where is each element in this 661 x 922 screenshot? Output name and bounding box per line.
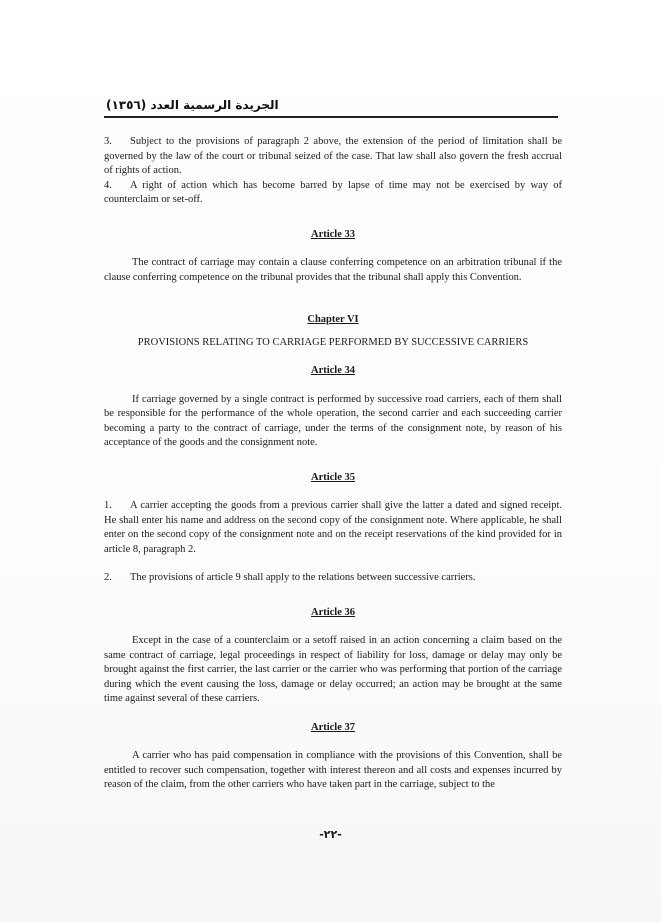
paragraph-text: A carrier accepting the goods from a previous carrier shall give the latter a dated and signed receipt. He shall enter his name and address on the second copy of the consignment note. Where applicable, he shall enter on the second copy of the consignment note and on the receipt reservations of the kind provided for in article 8, paragraph 2. xyxy=(104,500,562,555)
gazette-title: الجريدة الرسمية العدد (١٣٥٦) xyxy=(106,98,279,112)
paragraph-text: Subject to the provisions of paragraph 2 above, the extension of the period of limitation shall be governed by the law of the court or tribunal seized of the case. That law shall also govern the fresh accrual of rights of action. xyxy=(104,136,562,176)
paragraph-text: A right of action which has become barred by lapse of time may not be exercised by way of counterclaim or set-off. xyxy=(104,179,562,205)
article-33-text: The contract of carriage may contain a clause conferring competence on an arbitration tribunal if the clause conferring competence on the tribunal provides that the tribunal shall apply this Convention. xyxy=(104,257,562,283)
paragraph-number: 1. xyxy=(104,500,112,511)
article-34-heading: Article 34 xyxy=(310,365,356,376)
header-divider xyxy=(104,116,558,118)
paragraph-3 xyxy=(104,135,562,179)
article-35-heading: Article 35 xyxy=(310,471,356,483)
article-36-heading: Article 36 xyxy=(310,606,356,618)
chapter-heading: Chapter VI xyxy=(307,314,359,325)
document-body xyxy=(104,135,562,793)
article-35-paragraph-2 xyxy=(104,571,562,586)
page-number: -٢٢- xyxy=(319,828,342,841)
article-36-text: Except in the case of a counterclaim or a setoff raised in an action concerning a claim based on the same contract of carriage, legal proceedings in respect of liability for loss, damage or delay may only be brought against the first carrier, the last carrier or the carrier who was performing that portion of the carriage during which the event causing the loss, damage or delay occurred; an action may be brought at the same time against several of these carriers. xyxy=(104,635,562,704)
paragraph-4 xyxy=(104,179,562,208)
paragraph-number: 3. xyxy=(104,136,112,147)
article-35-paragraph-1 xyxy=(104,499,562,557)
paragraph-number: 2. xyxy=(104,572,112,583)
chapter-title: PROVISIONS RELATING TO CARRIAGE PERFORMED BY SUCCESSIVE CARRIERS xyxy=(137,336,529,348)
article-33-heading: Article 33 xyxy=(310,228,356,240)
article-37-text: A carrier who has paid compensation in compliance with the provisions of this Convention, shall be entitled to recover such compensation, together with interest thereon and all costs and expenses incurred by reason of the claim, from the other carriers who have taken part in the carriage, subject to the xyxy=(104,750,562,790)
paragraph-number: 4. xyxy=(104,179,112,191)
article-37-heading: Article 37 xyxy=(310,721,356,733)
page-header xyxy=(104,94,558,118)
paragraph-text: The provisions of article 9 shall apply to the relations between successive carriers. xyxy=(130,572,476,583)
article-34-text: If carriage governed by a single contract is performed by successive road carriers, each of them shall be responsible for the performance of the whole operation, the second carrier and each succeeding carrier becoming a party to the contract of carriage, under the terms of the consignment note, by reason of his acceptance of the goods and the consignment note. xyxy=(104,393,562,448)
